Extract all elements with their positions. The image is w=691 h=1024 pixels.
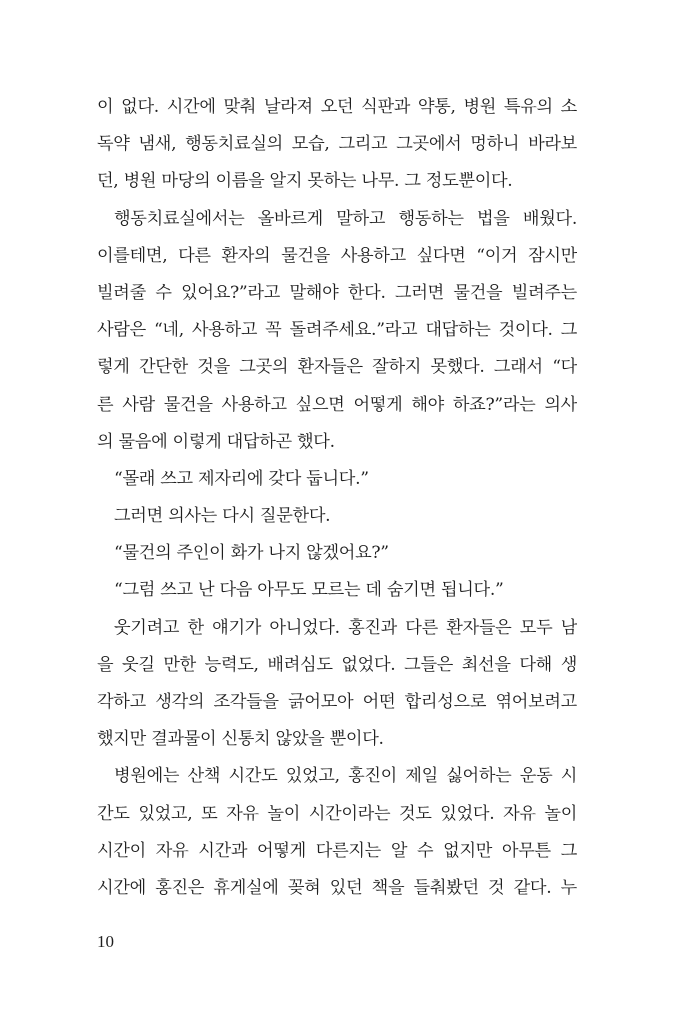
- text-line: 의 물음에 이렇게 대답하곤 했다.: [97, 431, 335, 452]
- text-line: 병원에는 산책 시간도 있었고, 홍진이 제일 싫어하는 운동 시: [114, 766, 577, 787]
- text-line: 이 없다. 시간에 맞춰 날라져 오던 식판과 약통, 병원 특유의 소: [97, 97, 577, 117]
- dialogue-line: “몰래 쓰고 제자리에 갖다 둡니다.”: [114, 468, 369, 489]
- text-line: 을 웃길 만한 능력도, 배려심도 없었다. 그들은 최선을 다해 생: [97, 654, 577, 675]
- text-line: 빌려줄 수 있어요?”라고 말해야 한다. 그러면 물건을 빌려주는: [97, 282, 577, 303]
- text-line: 각하고 생각의 조각들을 긁어모아 어떤 합리성으로 엮어보려고: [97, 692, 577, 712]
- text-line: 웃기려고 한 얘기가 아니었다. 홍진과 다른 환자들은 모두 남: [114, 617, 577, 638]
- text-line: 시간에 홍진은 휴게실에 꽂혀 있던 책을 들춰봤던 것 같다. 누: [97, 877, 577, 898]
- dialogue-line: “물건의 주인이 화가 나지 않겠어요?”: [114, 543, 389, 564]
- text-line: 렇게 간단한 것을 그곳의 환자들은 잘하지 못했다. 그래서 “다: [97, 357, 577, 378]
- text-line: 그러면 의사는 다시 질문한다.: [114, 506, 331, 527]
- text-line: 사람은 “네, 사용하고 꼭 돌려주세요.”라고 대답하는 것이다. 그: [97, 320, 577, 341]
- text-line: 행동치료실에서는 올바르게 말하고 행동하는 법을 배웠다.: [114, 208, 577, 229]
- text-line: 이를테면, 다른 환자의 물건을 사용하고 싶다면 “이거 잠시만: [97, 245, 577, 266]
- text-line: 간도 있었고, 또 자유 놀이 시간이라는 것도 있었다. 자유 놀이: [97, 803, 577, 824]
- text-line: 던, 병원 마당의 이름을 알지 못하는 나무. 그 정도뿐이다.: [97, 171, 513, 192]
- text-line: 했지만 결과물이 신통치 않았을 뿐이다.: [97, 729, 384, 750]
- dialogue-line: “그럼 쓰고 난 다음 아무도 모르는 데 숨기면 됩니다.”: [114, 580, 504, 601]
- text-line: 른 사람 물건을 사용하고 싶으면 어떻게 해야 하죠?”라는 의사: [97, 394, 577, 415]
- page-number: 10: [97, 932, 114, 951]
- text-line: 독약 냄새, 행동치료실의 모습, 그리고 그곳에서 멍하니 바라보: [97, 134, 577, 155]
- text-line: 시간이 자유 시간과 어떻게 다른지는 알 수 없지만 아무튼 그: [97, 840, 577, 861]
- page-body-text: [97, 89, 577, 907]
